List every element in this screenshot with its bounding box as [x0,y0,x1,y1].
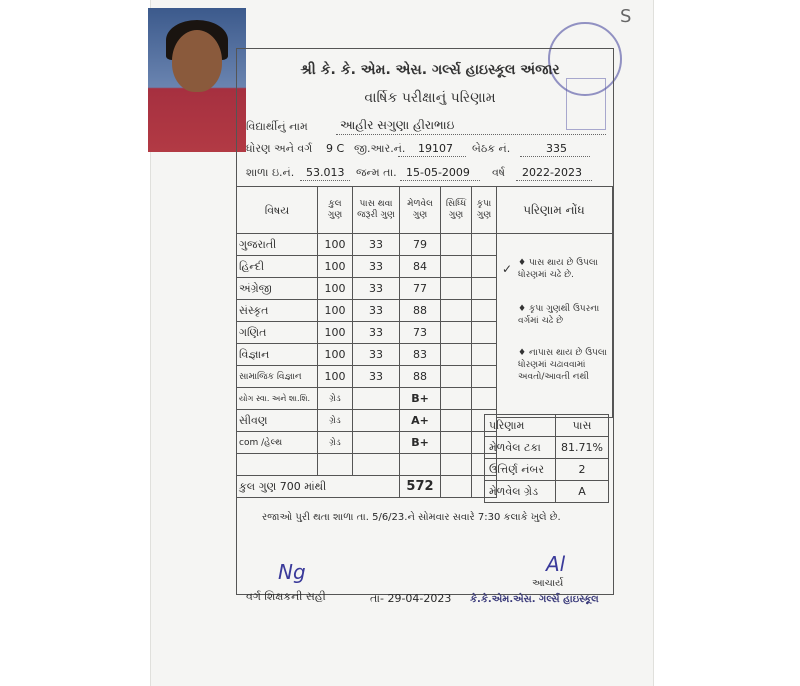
header-obtained: મેળવેલ ગુણ [400,187,441,234]
page-mark: S [620,6,632,27]
pass: 33 [353,322,400,344]
pass [353,388,400,410]
obtained: B+ [400,432,441,454]
obtained: 73 [400,322,441,344]
pass: 33 [353,300,400,322]
subject: સામાજિક વિજ્ઞાન [237,366,318,388]
table-row [237,278,497,300]
principal-school-stamp: કે.કે.એમ.એસ. ગર્લ્સ હાઇસ્કૂલ [470,594,599,605]
rank-value: 2 [556,459,609,481]
year-value: 2022-2023 [522,166,582,179]
table-row [237,454,497,476]
result-date: તા- 29-04-2023 [370,592,452,605]
student-photo [148,8,246,152]
index-value: 53.013 [306,166,345,179]
total: 100 [318,366,353,388]
marks-header-row [237,187,497,234]
header-total: કુલ ગુણ [318,187,353,234]
result-row [485,415,609,437]
rank-label: ઉત્તિર્ણ નંબર [485,459,556,481]
result-table [484,414,609,503]
remark-pass: ♦ પાસ થાય છે ઉપલા ધોરણમાં ચઢે છે. [518,258,598,280]
total: 100 [318,344,353,366]
principal-signature: Al [546,552,566,576]
dob-label: જન્મ તા. [356,166,397,179]
remarks-box [496,186,613,418]
table-row [237,234,497,256]
photo-face [172,30,222,92]
dob-value: 15-05-2009 [406,166,470,179]
pass [353,410,400,432]
result-row [485,437,609,459]
total: 100 [318,234,353,256]
percent-value: 81.71% [556,437,609,459]
total: 100 [318,322,353,344]
pass: 33 [353,278,400,300]
result-label: પરિણામ [485,415,556,437]
obtained: 88 [400,366,441,388]
table-row [237,300,497,322]
total: ગ્રેડ [318,432,353,454]
subject: હિન્દી [237,256,318,278]
table-row [237,256,497,278]
pass: 33 [353,344,400,366]
pass [353,432,400,454]
obtained: 83 [400,344,441,366]
year-label: વર્ષ [492,166,506,179]
result-value: પાસ [556,415,609,437]
table-row [237,410,497,432]
remark-grace: ♦ કૃપા ગુણથી ઉપરના વર્ગમાં ચઢે છે [518,304,600,326]
header-subject: વિષય [237,187,318,234]
header-achievement: સિધ્ધિ ગુણ [441,187,472,234]
total-label: કુલ ગુણ 700 માંથી [237,476,400,498]
total: 100 [318,256,353,278]
table-row [237,344,497,366]
subject: સંસ્કૃત [237,300,318,322]
table-row [237,322,497,344]
total-row [237,476,497,498]
obtained: A+ [400,410,441,432]
pass: 33 [353,256,400,278]
result-row [485,481,609,503]
total: 100 [318,278,353,300]
header-grace: કૃપા ગુણ [472,187,497,234]
obtained: 84 [400,256,441,278]
teacher-sign-label: વર્ગ શિક્ષકની સહી [246,590,326,603]
table-row [237,432,497,454]
remark-fail: ♦ નાપાસ થાય છે ઉપલા ધોરણમાં ચઢાવવામાં અવતો/આવતી નથી [518,348,607,382]
subject: યોગ સ્વા. અને શા.શિ. [237,388,318,410]
percent-label: મેળવેલ ટકા [485,437,556,459]
principal-label: આચાર્ય [532,578,564,589]
grade-value: A [556,481,609,503]
subject: સીવણ [237,410,318,432]
remark-pass-text: પાસ થાય છે ઉપલા ધોરણમાં ચઢે છે. [518,258,598,280]
subject: ગણિત [237,322,318,344]
subject: com /હેલ્થ [237,432,318,454]
name-label: વિદ્યાર્થીનું નામ [246,120,308,133]
total-obtained: 572 [400,476,441,498]
gr-value: 19107 [418,142,453,155]
student-name: આહીર સગુણા હીરાભાઇ [340,118,455,132]
pass: 33 [353,234,400,256]
sheet-title: વાર્ષિક પરીક્ષાનું પરિણામ [364,90,496,106]
marks-table [236,186,497,498]
table-row [237,388,497,410]
subject: ગુજરાતી [237,234,318,256]
grade-label: મેળવેલ ગ્રેડ [485,481,556,503]
class-value: 9 C [326,142,345,155]
gr-label: જી.આર.નં. [354,142,406,155]
total: ગ્રેડ [318,388,353,410]
index-label: શાળા ઇ.નં. [246,166,295,179]
school-name: શ્રી કે. કે. એમ. એસ. ગર્લ્સ હાઇસ્કૂલ અંજાર [300,62,560,78]
check-mark: ✓ [502,262,513,276]
pass: 33 [353,366,400,388]
table-row [237,366,497,388]
total: 100 [318,300,353,322]
subject: વિજ્ઞાન [237,344,318,366]
total: ગ્રેડ [318,410,353,432]
obtained: 79 [400,234,441,256]
result-row [485,459,609,481]
header-pass: પાસ થવા જરૂરી ગુણ [353,187,400,234]
teacher-signature: Ng [278,560,306,584]
remark-fail-text: નાપાસ થાય છે ઉપલા ધોરણમાં ચઢાવવામાં અવતો/આવતી નથી [518,348,607,382]
subject: અંગ્રેજી [237,278,318,300]
seat-value: 335 [546,142,567,155]
reopen-notice: રજાઓ પુરી થતા શાળા તા. 5/6/23.ને સોમવાર સવારે 7:30 કલાકે ખુલે છે. [262,512,561,523]
obtained: 88 [400,300,441,322]
remark-grace-text: કૃપા ગુણથી ઉપરના વર્ગમાં ચઢે છે [518,304,600,326]
class-label: ધોરણ અને વર્ગ [246,142,313,155]
seat-label: બેઠક નં. [472,142,511,155]
obtained: 77 [400,278,441,300]
obtained: B+ [400,388,441,410]
remarks-heading: પરિણામ નોંધ [496,187,612,234]
